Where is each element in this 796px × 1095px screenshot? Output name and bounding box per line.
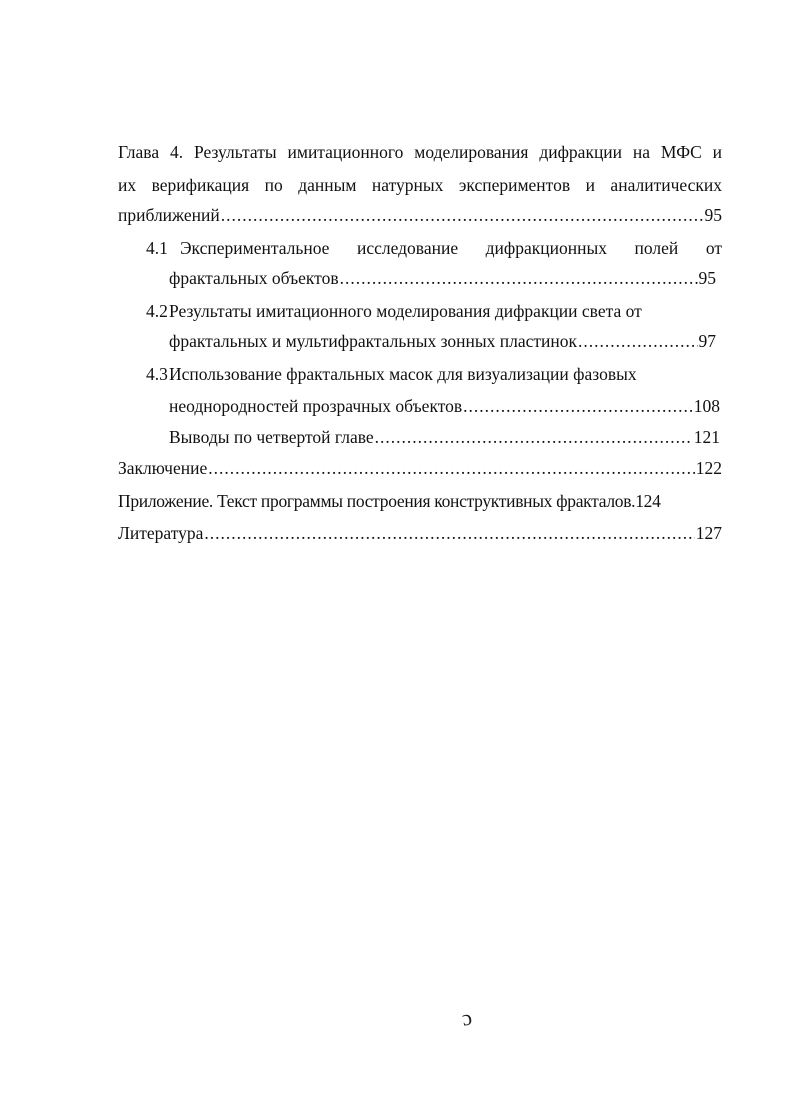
toc-conclusion-entry[interactable] bbox=[118, 456, 722, 480]
toc-section-4-2-entry[interactable] bbox=[169, 329, 716, 353]
toc-references-title: Литература bbox=[118, 523, 204, 543]
toc-section-4-3-line1: Использование фрактальных масок для визуализации фазовых bbox=[169, 364, 637, 384]
toc-chapter4-entry[interactable] bbox=[118, 203, 722, 227]
toc-section-4-1-line1: Экспериментальное исследование дифракционных полей от bbox=[180, 238, 722, 258]
toc-section-4-2-line1: Результаты имитационного моделирования дифракции света от bbox=[169, 301, 642, 321]
toc-page-number: 95 bbox=[704, 205, 722, 225]
dot-leader bbox=[340, 266, 698, 290]
page-number-mark: ɔ bbox=[459, 1004, 474, 1031]
toc-section-4-3-line2: неоднородностей прозрачных объектов bbox=[169, 396, 463, 416]
toc-page-number: 97 bbox=[698, 331, 716, 351]
toc-references-entry[interactable] bbox=[118, 521, 722, 545]
toc-page-number: 108 bbox=[693, 396, 720, 416]
toc-page-number: 122 bbox=[695, 458, 722, 478]
toc-appendix-entry[interactable] bbox=[118, 489, 722, 513]
dot-leader bbox=[463, 394, 693, 418]
section-number: 4.2 bbox=[146, 301, 168, 321]
dot-leader bbox=[375, 425, 693, 449]
toc-chapter4-line3: приближений bbox=[118, 205, 220, 225]
toc-appendix-title: Приложение. Текст программы построения конструктивных фракталов. bbox=[118, 491, 636, 511]
dot-leader bbox=[204, 521, 694, 545]
toc-conclusions-chapter4-entry[interactable] bbox=[169, 425, 720, 449]
toc-section-4-1-entry[interactable] bbox=[169, 266, 716, 290]
dot-leader bbox=[221, 203, 704, 227]
section-number: 4.3 bbox=[146, 364, 168, 384]
toc-page-number: 127 bbox=[695, 523, 722, 543]
toc-conclusions-chapter4-title: Выводы по четвертой главе bbox=[169, 427, 374, 447]
dot-leader bbox=[578, 329, 697, 353]
toc-section-4-2-line2: фрактальных и мультифрактальных зонных пластинок bbox=[169, 331, 578, 351]
toc-chapter4-line1: Глава 4. Результаты имитационного моделирования дифракции на МФС и bbox=[118, 142, 722, 162]
toc-page-number: 95 bbox=[698, 268, 716, 288]
dot-leader bbox=[208, 456, 695, 480]
toc-section-4-1-line2: фрактальных объектов bbox=[169, 268, 339, 288]
toc-chapter4-line2: их верификация по данным натурных экспериментов и аналитических bbox=[118, 175, 722, 195]
toc-conclusion-title: Заключение bbox=[118, 458, 208, 478]
toc-section-4-3-entry[interactable] bbox=[169, 394, 720, 418]
toc-page-number: 121 bbox=[693, 427, 720, 447]
section-number: 4.1 bbox=[146, 238, 168, 258]
toc-page-number: 124 bbox=[635, 491, 661, 511]
